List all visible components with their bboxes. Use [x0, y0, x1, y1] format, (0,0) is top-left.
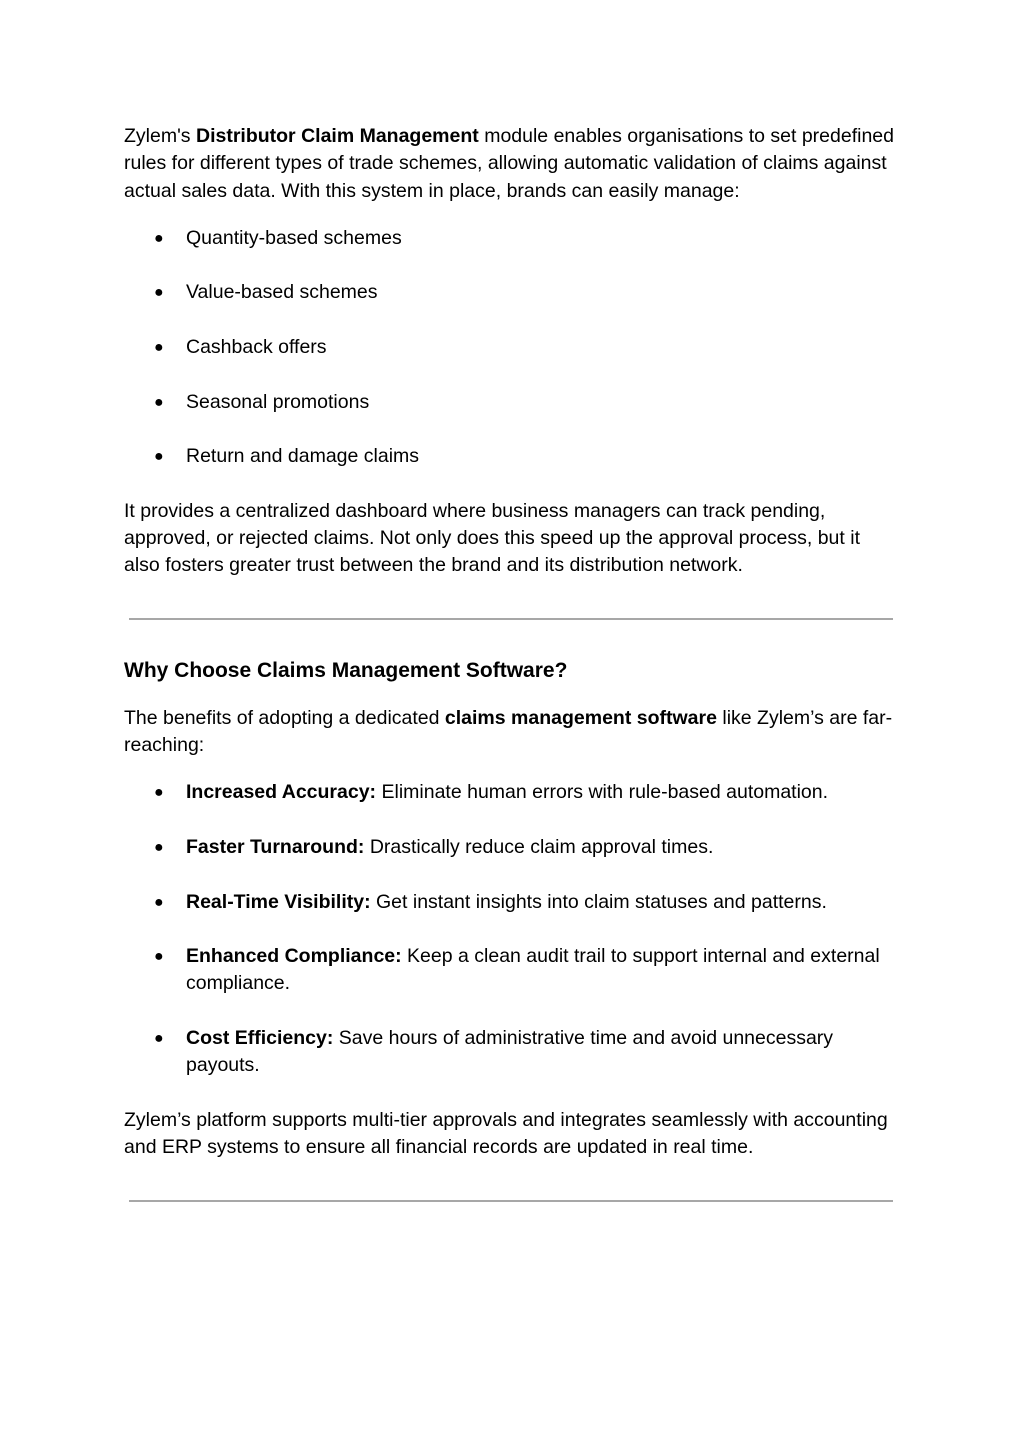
scheme-list	[124, 225, 900, 471]
intro-prefix: Zylem's	[124, 125, 196, 147]
list-item	[124, 225, 900, 252]
list-item	[124, 779, 900, 806]
intro-bold-term: Distributor Claim Management	[195, 125, 479, 147]
bullet-icon: ●	[154, 838, 164, 856]
list-item-text: Quantity-based schemes	[186, 226, 402, 249]
benefits-intro-bold-term: claims management software	[444, 706, 717, 729]
bullet-icon: ●	[154, 339, 164, 357]
section-heading: Why Choose Claims Management Software?	[124, 658, 568, 682]
bullet-icon: ●	[154, 893, 164, 911]
horizontal-divider	[129, 1200, 893, 1202]
list-item	[124, 889, 900, 916]
dashboard-paragraph: It provides a centralized dashboard where business managers can track pending, approved, or rejected claims. Not only does this speed up the approval process, but it also fosters greater trust between the brand and its distribution network.	[124, 499, 860, 577]
intro-suffix: module enables organisations to set predefined rules for different types of trade schemes, allowing automatic validation of claims against actual sales data. With this system in place, brands can easily manage:	[124, 125, 894, 202]
bullet-icon: ●	[154, 948, 164, 966]
benefit-text: Save hours of administrative time and avoid unnecessary payouts.	[186, 1027, 834, 1077]
list-item-text: Seasonal promotions	[186, 390, 370, 413]
benefit-title: Cost Efficiency:	[186, 1027, 334, 1050]
list-item-text: Cashback offers	[186, 336, 327, 359]
list-item	[124, 443, 900, 470]
benefits-intro-prefix: The benefits of adopting a dedicated	[124, 706, 445, 729]
list-item	[124, 943, 900, 998]
list-item	[124, 1025, 900, 1080]
benefit-text: Drastically reduce claim approval times.	[364, 835, 714, 858]
benefit-text: Eliminate human errors with rule-based automation.	[376, 781, 829, 804]
benefit-title: Real-Time Visibility:	[186, 890, 371, 913]
bullet-icon: ●	[154, 784, 164, 802]
benefit-title: Increased Accuracy:	[186, 781, 377, 804]
horizontal-divider	[129, 618, 893, 620]
bullet-icon: ●	[154, 229, 164, 247]
benefit-title: Faster Turnaround:	[186, 835, 365, 858]
document-page	[124, 123, 900, 1202]
list-item	[124, 279, 900, 306]
list-item-text: Return and damage claims	[186, 445, 420, 468]
benefit-text: Keep a clean audit trail to support internal and external compliance.	[186, 945, 880, 995]
list-item	[124, 834, 900, 861]
bullet-icon: ●	[154, 284, 164, 302]
bullet-icon: ●	[154, 448, 164, 466]
benefits-list	[124, 779, 900, 1079]
benefits-intro-suffix: like Zylem’s are far-reaching:	[124, 706, 893, 757]
benefit-text: Get instant insights into claim statuses and patterns.	[370, 890, 827, 913]
closing-paragraph: Zylem’s platform supports multi-tier approvals and integrates seamlessly with accounting and ERP systems to ensure all financial records are updated in real time.	[124, 1108, 888, 1159]
bullet-icon: ●	[154, 1030, 164, 1048]
benefits-intro-paragraph	[124, 705, 900, 760]
list-item-text: Value-based schemes	[186, 281, 378, 304]
benefit-title: Enhanced Compliance:	[186, 945, 402, 968]
list-item	[124, 334, 900, 361]
intro-paragraph	[124, 123, 900, 205]
list-item	[124, 389, 900, 416]
bullet-icon: ●	[154, 393, 164, 411]
